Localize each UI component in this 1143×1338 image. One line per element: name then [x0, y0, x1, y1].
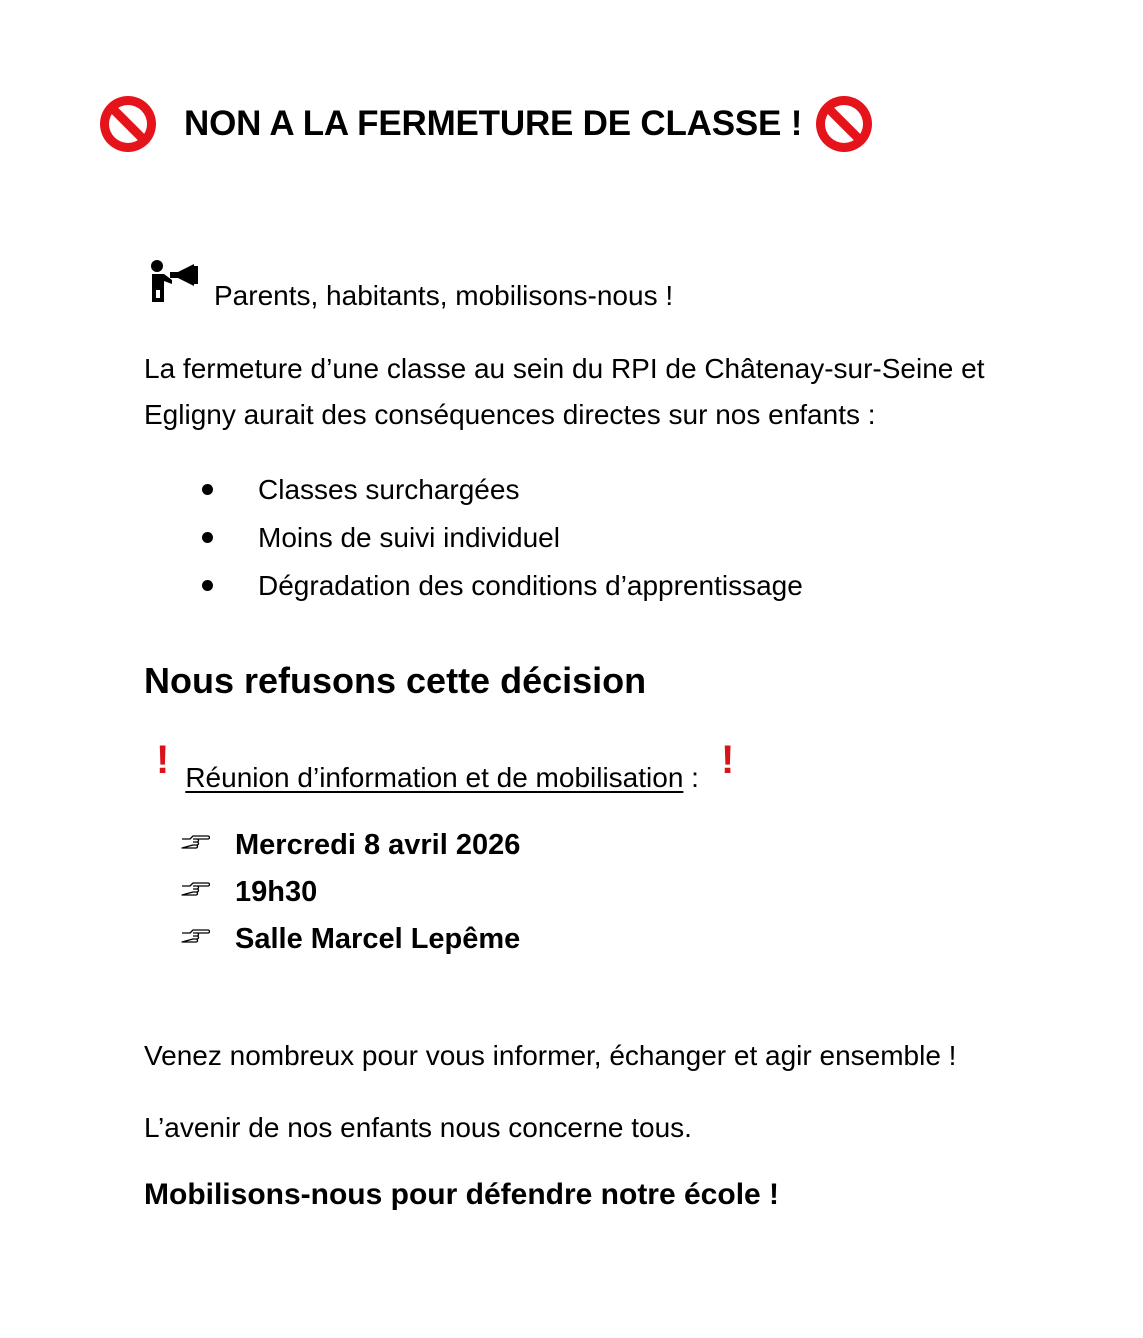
refusal-heading: Nous refusons cette décision: [144, 660, 647, 701]
no-entry-icon: [814, 94, 874, 154]
list-item: [180, 916, 520, 963]
closing-slogan: Mobilisons-nous pour défendre notre école !: [144, 1178, 780, 1211]
no-entry-icon: [98, 94, 158, 154]
consequence-text: Dégradation des conditions d’apprentissage: [258, 570, 803, 601]
intro-line-1: La fermeture d’une classe au sein du RPI de Châtenay-sur-Seine et: [144, 353, 985, 384]
bullet-icon: [202, 580, 213, 591]
meeting-row: [156, 740, 734, 800]
pointing-hand-icon: [180, 880, 210, 900]
meeting-date: Mercredi 8 avril 2026: [235, 829, 521, 861]
page-title: NON A LA FERMETURE DE CLASSE !: [184, 104, 803, 143]
concern-text: L’avenir de nos enfants nous concerne tous.: [144, 1112, 692, 1143]
list-item: [180, 869, 520, 916]
meeting-label-text: Réunion d’information et de mobilisation: [185, 762, 684, 793]
pointing-hand-icon: [180, 927, 210, 947]
call-to-action-row: [148, 258, 674, 311]
invite-text: Venez nombreux pour vous informer, échanger et agir ensemble !: [144, 1040, 957, 1071]
meeting-label: [185, 762, 699, 794]
list-item: [198, 562, 803, 610]
pointing-hand-icon: [180, 833, 210, 853]
intro-line-2: Egligny aurait des conséquences directes sur nos enfants :: [144, 399, 876, 430]
consequences-list: [198, 466, 803, 610]
meeting-time: 19h30: [235, 876, 318, 908]
exclamation-icon: !: [720, 738, 735, 782]
megaphone-person-icon: [148, 258, 200, 304]
exclamation-icon: !: [156, 738, 170, 782]
call-text: Parents, habitants, mobilisons-nous !: [214, 280, 674, 311]
bullet-icon: [202, 532, 213, 543]
consequence-text: Classes surchargées: [258, 474, 520, 505]
consequence-text: Moins de suivi individuel: [258, 522, 560, 553]
meeting-details-list: [180, 822, 520, 963]
meeting-place: Salle Marcel Lepême: [235, 923, 521, 955]
list-item: [198, 466, 803, 514]
meeting-label-suffix: :: [683, 762, 699, 793]
list-item: [180, 822, 520, 869]
title-row: [98, 92, 874, 156]
list-item: [198, 514, 803, 562]
bullet-icon: [202, 484, 213, 495]
